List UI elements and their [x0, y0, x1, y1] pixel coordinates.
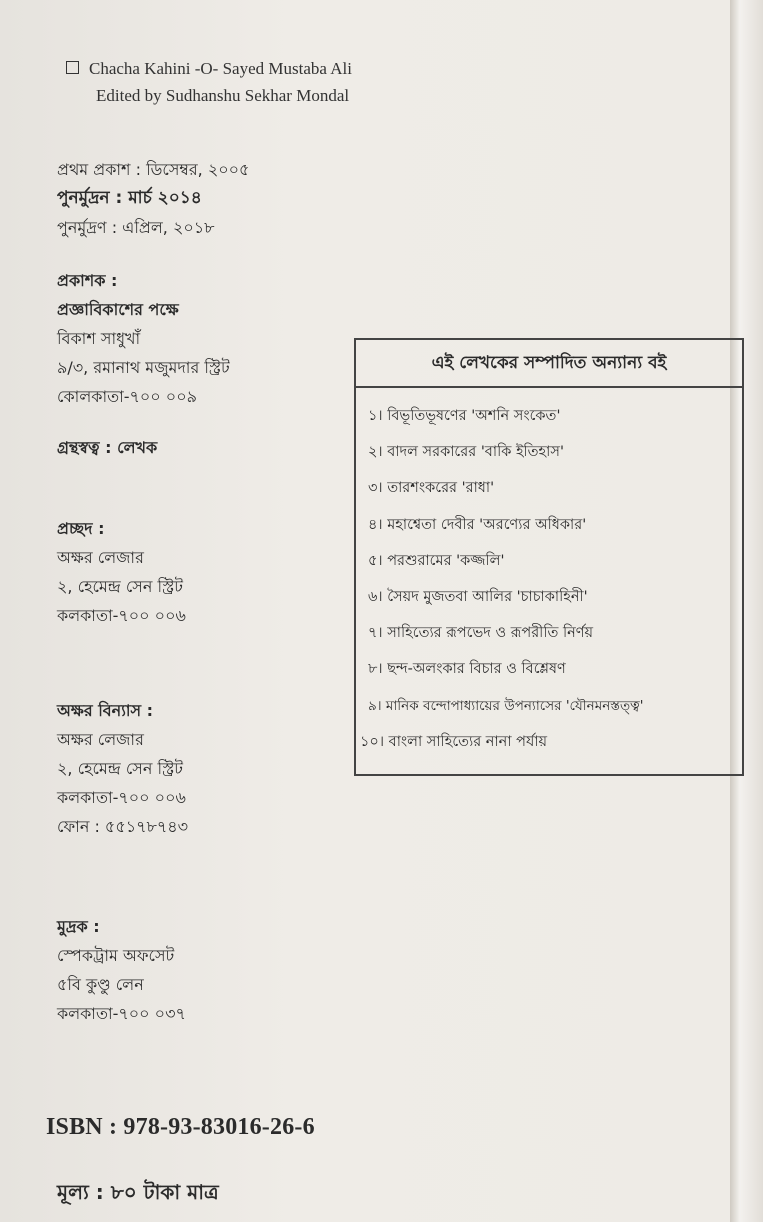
list-item: ৭। সাহিত্যের রূপভেদ ও রূপরীতি নির্ণয়: [368, 625, 594, 642]
list-item: ২। বাদল সরকারের 'বাকি ইতিহাস': [368, 444, 564, 461]
publisher-line: কোলকাতা-৭০০ ০০৯: [57, 387, 197, 406]
list-item: ৮। ছন্দ-অলংকার বিচার ও বিশ্লেষণ: [368, 661, 566, 678]
typesetting-line: ২, হেমেন্দ্র সেন স্ট্রিট: [57, 759, 183, 778]
printer-line: কলকাতা-৭০০ ০৩৭: [57, 1004, 186, 1023]
other-books-list: [356, 388, 742, 760]
printer-block: [57, 912, 186, 1028]
publisher-block: [57, 266, 230, 411]
credit-editor-line: Edited by Sudhanshu Sekhar Mondal: [96, 86, 350, 105]
list-item: ৬। সৈয়দ মুজতবা আলির 'চাচাকাহিনী': [368, 589, 588, 606]
credit-title-line: [66, 55, 352, 82]
cover-block: [57, 514, 186, 630]
publication-info: [57, 155, 249, 242]
typesetting-line: অক্ষর লেজার: [57, 730, 144, 749]
publisher-line: বিকাশ সাধুখাঁ: [57, 329, 141, 348]
english-credits: [66, 55, 352, 109]
publisher-label: প্রকাশক :: [57, 271, 118, 290]
other-books-box: [354, 338, 744, 776]
reprint-1: পুনর্মুদ্রন : মার্চ ২০১৪: [57, 188, 202, 208]
typesetting-line: কলকাতা-৭০০ ০০৬: [57, 788, 186, 807]
cover-label: প্রচ্ছদ :: [57, 519, 105, 538]
cover-line: অক্ষর লেজার: [57, 548, 144, 567]
other-books-title: এই লেখকের সম্পাদিত অন্যান্য বই: [356, 340, 742, 388]
checkbox-bullet-icon: [66, 61, 79, 74]
copyright-line: [57, 433, 157, 462]
publisher-line: ৯/৩, রমানাথ মজুমদার স্ট্রিট: [57, 358, 230, 377]
typesetting-block: [57, 696, 188, 841]
first-publication: প্রথম প্রকাশ : ডিসেম্বর, ২০০৫: [57, 160, 250, 179]
reprint-2: পুনর্মুদ্রণ : এপ্রিল, ২০১৮: [57, 218, 215, 237]
isbn-line: [46, 1114, 315, 1141]
cover-line: ২, হেমেন্দ্র সেন স্ট্রিট: [57, 577, 183, 596]
printer-line: ৫বি কুণ্ডু লেন: [57, 975, 144, 994]
credit-title-text: Chacha Kahini -O- Sayed Mustaba Ali: [89, 59, 352, 78]
printer-line: স্পেকট্রাম অফসেট: [57, 946, 175, 965]
list-item: ৫। পরশুরামের 'কজ্জলি': [368, 552, 505, 569]
cover-line: কলকাতা-৭০০ ০০৬: [57, 606, 186, 625]
typesetting-line: ফোন : ৫৫১৭৮৭৪৩: [57, 817, 189, 836]
list-item: ৩। তারশংকরের 'রাধা': [368, 480, 495, 497]
list-item: ১। বিভূতিভূষণের 'অশনি সংকেত': [368, 408, 561, 424]
publisher-line: প্রজ্ঞাবিকাশের পক্ষে: [57, 300, 179, 319]
isbn-text: ISBN : 978-93-83016-26-6: [46, 1114, 315, 1140]
typesetting-label: অক্ষর বিন্যাস :: [57, 701, 154, 720]
price-line: [57, 1178, 219, 1211]
price-text: মূল্য : ৮০ টাকা মাত্র: [57, 1180, 219, 1204]
list-item: ৯। মানিক বন্দোপাধ্যায়ের উপন্যাসের 'যৌনমনস্তত্ত্ব': [368, 697, 644, 714]
list-item: ৪। মহাশ্বেতা দেবীর 'অরণ্যের অধিকার': [368, 516, 587, 533]
copyright-text: গ্রন্থস্বত্ব : লেখক: [57, 438, 158, 457]
printer-label: মুদ্রক :: [57, 917, 100, 936]
list-item: ১০। বাংলা সাহিত্যের নানা পর্যায়: [360, 733, 548, 750]
